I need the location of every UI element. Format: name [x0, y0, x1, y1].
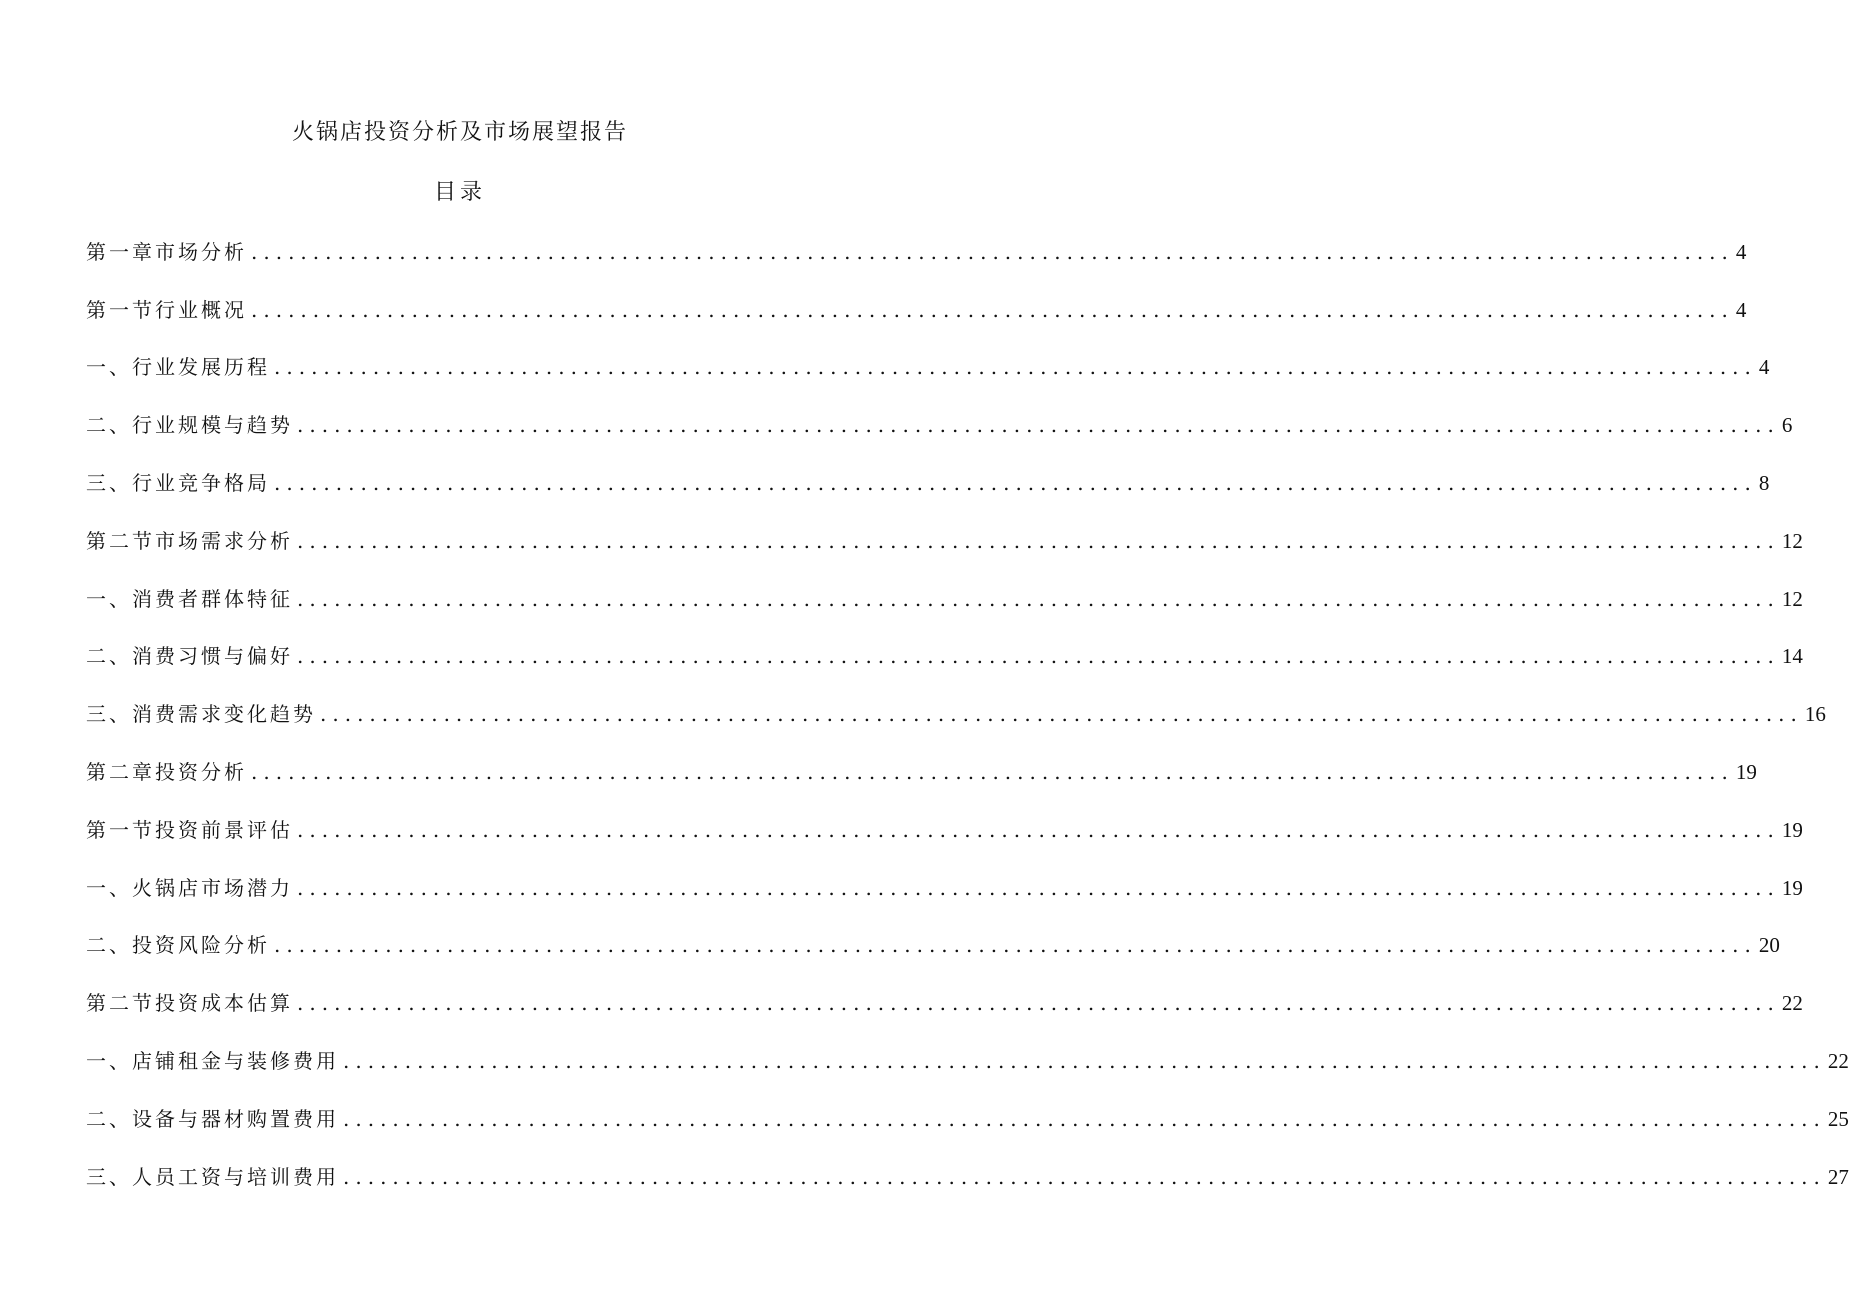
toc-entry-page: 27	[1827, 1164, 1849, 1189]
toc-entry[interactable]	[86, 872, 1803, 930]
document-title: 火锅店投资分析及市场展望报告	[291, 120, 628, 145]
toc-entry-label: 三、行业竞争格局	[86, 470, 270, 495]
toc-leader-dots: ........................................................................................................................	[251, 759, 1734, 784]
toc-entry-page: 16	[1804, 702, 1826, 727]
toc-leader-dots: ........................................................................................................................	[274, 355, 1757, 380]
toc-entry-label: 第二节投资成本估算	[86, 991, 293, 1016]
toc-entry[interactable]	[86, 1045, 1849, 1103]
toc-leader-dots: ........................................................................................................................	[320, 702, 1803, 727]
table-of-contents	[86, 236, 1849, 1219]
toc-entry-label: 一、消费者群体特征	[86, 586, 293, 611]
toc-leader-dots: ........................................................................................................................	[343, 1106, 1826, 1131]
toc-leader-dots: ........................................................................................................................	[343, 1164, 1826, 1189]
toc-leader-dots: ........................................................................................................................	[297, 991, 1780, 1016]
toc-entry-label: 一、行业发展历程	[86, 355, 270, 380]
toc-entry[interactable]	[86, 583, 1803, 641]
toc-entry-label: 二、行业规模与趋势	[86, 413, 293, 438]
toc-entry[interactable]	[86, 409, 1793, 467]
toc-entry[interactable]	[86, 352, 1770, 410]
toc-entry[interactable]	[86, 236, 1747, 294]
toc-leader-dots: ........................................................................................................................	[251, 297, 1734, 322]
toc-leader-dots: ........................................................................................................................	[297, 586, 1780, 611]
toc-entry-label: 第一节投资前景评估	[86, 817, 293, 842]
toc-entry-page: 22	[1781, 991, 1803, 1016]
toc-leader-dots: ........................................................................................................................	[297, 644, 1780, 669]
toc-entry-page: 19	[1735, 759, 1757, 784]
toc-entry-label: 第二章投资分析	[86, 759, 247, 784]
toc-entry-page: 6	[1781, 413, 1793, 438]
toc-entry[interactable]	[86, 641, 1803, 699]
toc-entry-label: 二、消费习惯与偏好	[86, 644, 293, 669]
toc-leader-dots: ........................................................................................................................	[274, 470, 1757, 495]
toc-entry-page: 14	[1781, 644, 1803, 669]
toc-entry[interactable]	[86, 1161, 1849, 1219]
toc-leader-dots: ........................................................................................................................	[297, 875, 1780, 900]
toc-entry-page: 12	[1781, 528, 1803, 553]
toc-entry-page: 20	[1758, 933, 1780, 958]
toc-entry-label: 二、设备与器材购置费用	[86, 1106, 339, 1131]
toc-entry-label: 第一节行业概况	[86, 297, 247, 322]
toc-entry-page: 8	[1758, 470, 1770, 495]
toc-heading: 目录	[433, 180, 486, 205]
toc-entry-page: 12	[1781, 586, 1803, 611]
toc-entry-page: 4	[1735, 239, 1747, 264]
toc-entry-label: 二、投资风险分析	[86, 933, 270, 958]
toc-leader-dots: ........................................................................................................................	[251, 239, 1734, 264]
toc-entry-label: 第二节市场需求分析	[86, 528, 293, 553]
toc-entry[interactable]	[86, 814, 1803, 872]
toc-entry[interactable]	[86, 756, 1757, 814]
toc-leader-dots: ........................................................................................................................	[297, 528, 1780, 553]
toc-entry-label: 三、消费需求变化趋势	[86, 702, 316, 727]
toc-leader-dots: ........................................................................................................................	[297, 413, 1780, 438]
toc-leader-dots: ........................................................................................................................	[343, 1048, 1826, 1073]
toc-entry[interactable]	[86, 467, 1770, 525]
toc-entry-label: 三、人员工资与培训费用	[86, 1164, 339, 1189]
toc-entry[interactable]	[86, 294, 1747, 352]
toc-entry-page: 19	[1781, 817, 1803, 842]
toc-entry-page: 19	[1781, 875, 1803, 900]
toc-entry[interactable]	[86, 1103, 1849, 1161]
toc-entry[interactable]	[86, 930, 1780, 988]
toc-entry[interactable]	[86, 987, 1803, 1045]
toc-entry[interactable]	[86, 698, 1826, 756]
toc-leader-dots: ........................................................................................................................	[274, 933, 1757, 958]
toc-leader-dots: ........................................................................................................................	[297, 817, 1780, 842]
toc-entry-label: 一、火锅店市场潜力	[86, 875, 293, 900]
toc-entry-page: 4	[1758, 355, 1770, 380]
toc-entry-page: 22	[1827, 1048, 1849, 1073]
toc-entry-label: 一、店铺租金与装修费用	[86, 1048, 339, 1073]
toc-entry[interactable]	[86, 525, 1803, 583]
toc-entry-page: 25	[1827, 1106, 1849, 1131]
toc-entry-label: 第一章市场分析	[86, 239, 247, 264]
toc-entry-page: 4	[1735, 297, 1747, 322]
